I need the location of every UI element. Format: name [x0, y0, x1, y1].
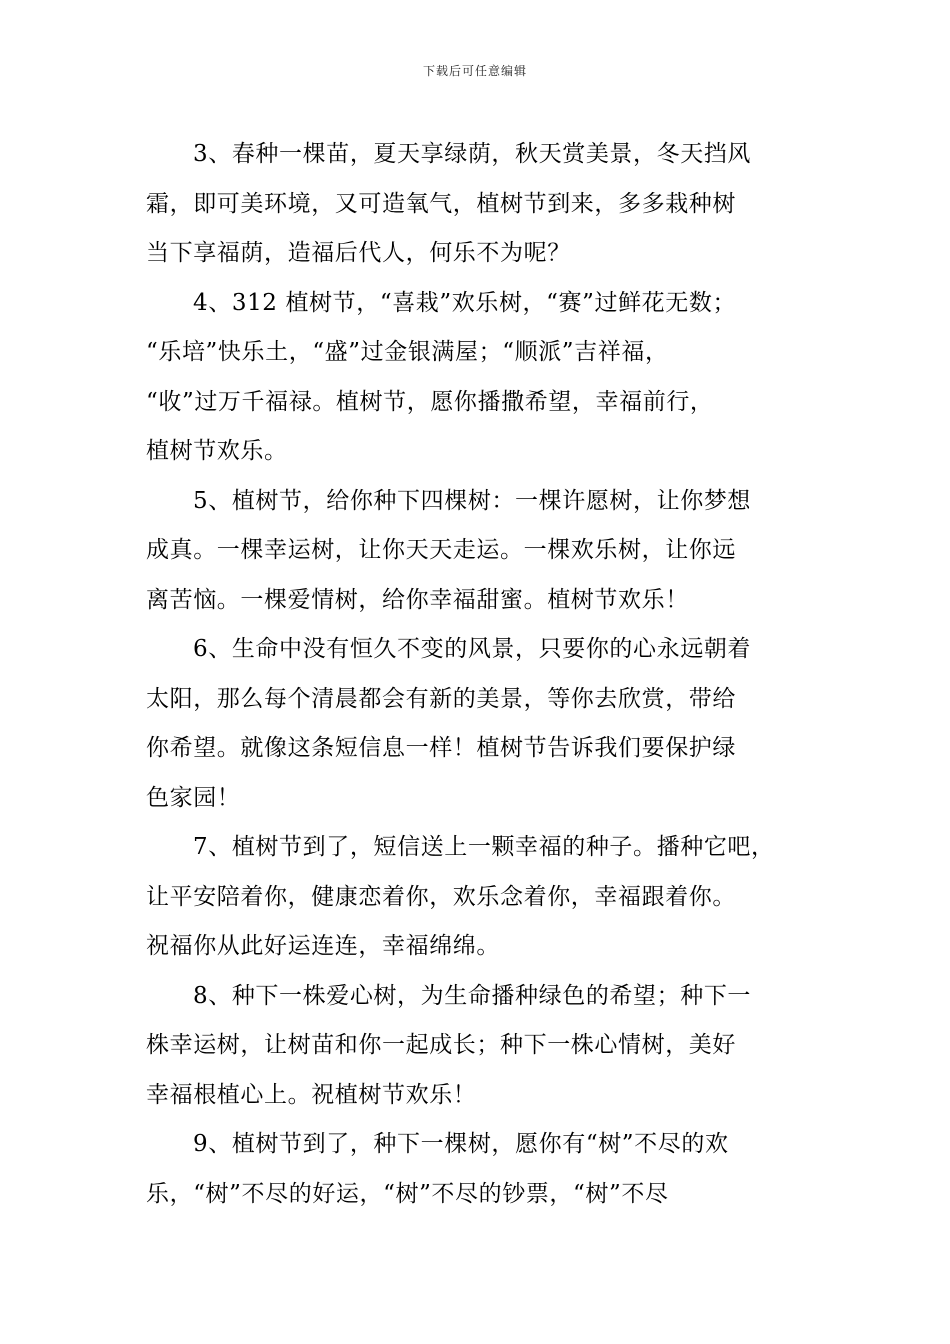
paragraph-line: 离苦恼。一棵爱情树，给你幸福甜蜜。植树节欢乐！ [146, 586, 689, 613]
paragraph-8 [146, 972, 818, 1121]
paragraph-line: 株幸运树，让树苗和你一起成长；种下一株心情树，美好 [146, 1032, 736, 1058]
paragraph-line: 植树节欢乐。 [146, 438, 288, 464]
paragraph-line: 5、植树节，给你种下四棵树：一棵许愿树，让你梦想 [193, 487, 752, 514]
paragraph-9 [146, 1120, 818, 1219]
paragraph-line: 乐，“树”不尽的好运，“树”不尽的钞票，“树”不尽 [146, 1180, 669, 1207]
page-header-note: 下载后可任意编辑 [422, 64, 527, 78]
paragraph-6 [146, 625, 818, 823]
paragraph-line: 祝福你从此好运连连，幸福绵绵。 [146, 933, 500, 959]
paragraph-line: 霜，即可美环境，又可造氧气，植树节到来，多多栽种树 [146, 190, 736, 217]
paragraph-line: 8、种下一株爱心树，为生命播种绿色的希望；种下一 [193, 982, 752, 1009]
paragraph-line: 你希望。就像这条短信息一样！植树节告诉我们要保护绿 [146, 735, 736, 761]
paragraph-line: 成真。一棵幸运树，让你天天走运。一棵欢乐树，让你远 [146, 537, 736, 563]
document-body [146, 130, 818, 1219]
paragraph-line: “收”过万千福禄。植树节，愿你播撒希望，幸福前行， [146, 388, 714, 415]
paragraph-line: 让平安陪着你，健康恋着你，欢乐念着你，幸福跟着你。 [146, 883, 736, 910]
paragraph-line: 9、植树节到了，种下一棵树，愿你有“树”不尽的欢 [193, 1131, 729, 1157]
paragraph-7 [146, 823, 818, 972]
paragraph-line: 4、312 植树节，“喜栽”欢乐树，“赛”过鲜花无数； [193, 289, 737, 316]
paragraph-4 [146, 279, 818, 477]
paragraph-3 [146, 130, 818, 279]
paragraph-line: 6、生命中没有恒久不变的风景，只要你的心永远朝着 [193, 636, 752, 662]
paragraph-line: 3、春种一棵苗，夏天享绿荫，秋天赏美景，冬天挡风 [193, 141, 752, 167]
paragraph-line: 幸福根植心上。祝植树节欢乐！ [146, 1081, 477, 1108]
paragraph-line: 7、植树节到了，短信送上一颗幸福的种子。播种它吧， [193, 834, 775, 860]
paragraph-line: 当下享福荫，造福后代人，何乐不为呢？ [146, 240, 571, 266]
paragraph-line: 色家园！ [146, 784, 241, 811]
paragraph-line: “乐培”快乐土，“盛”过金银满屋；“顺派”吉祥福， [146, 339, 669, 365]
paragraph-5 [146, 477, 818, 626]
paragraph-line: 太阳，那么每个清晨都会有新的美景，等你去欣赏，带给 [146, 685, 736, 712]
